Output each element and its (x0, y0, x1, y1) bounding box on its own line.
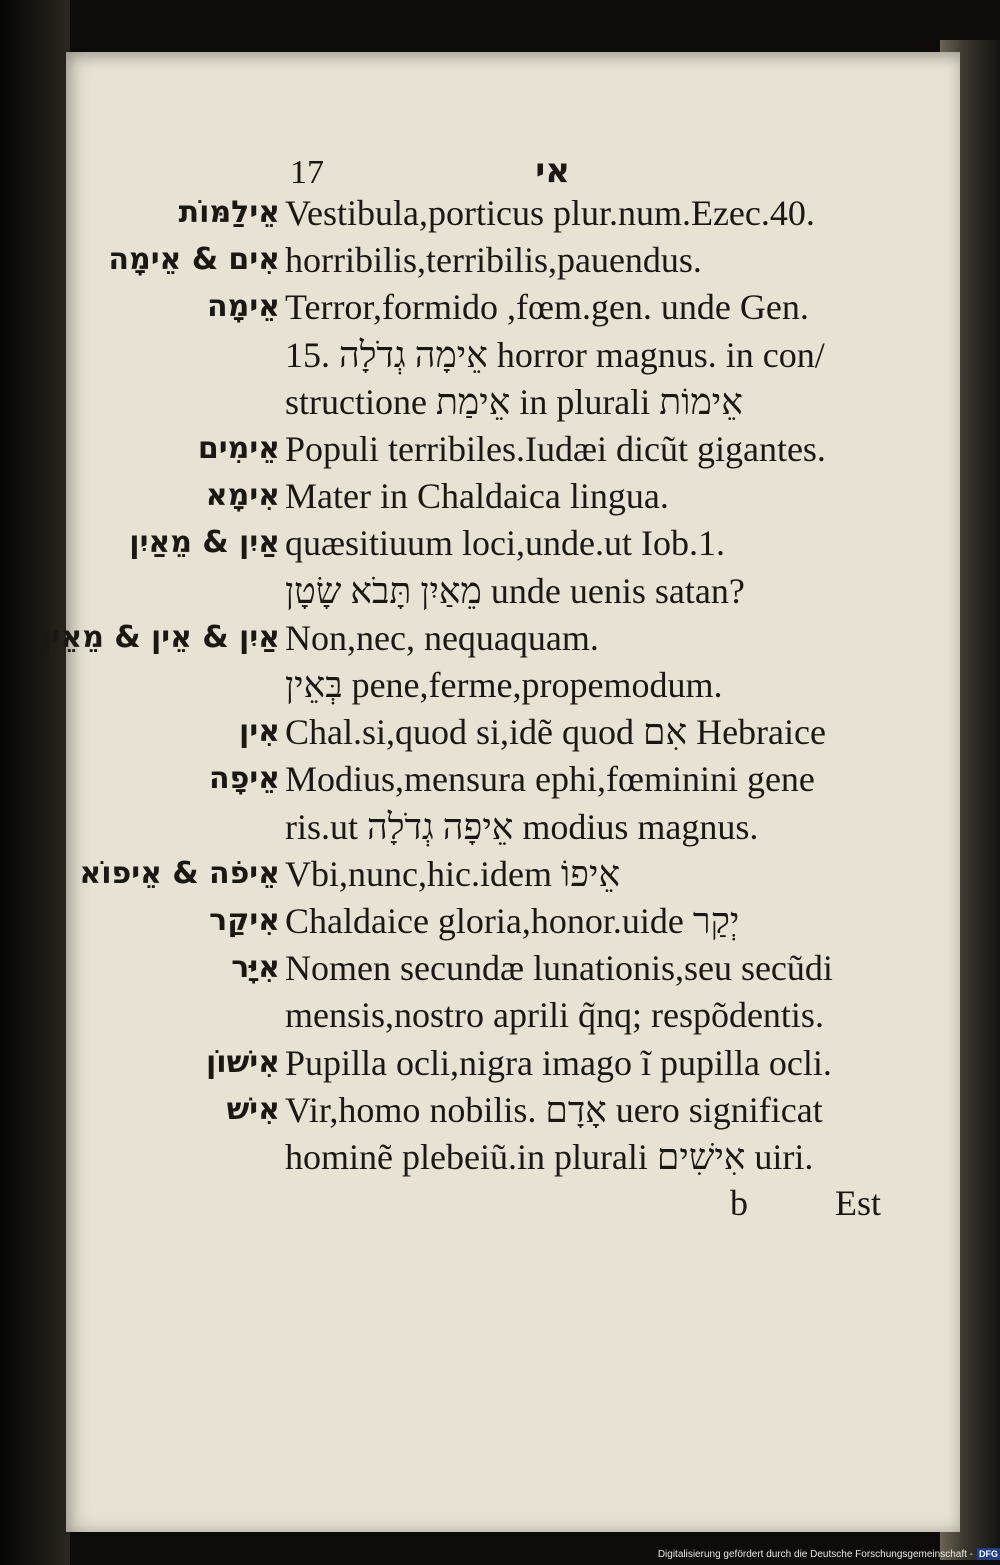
entry-headword: אִישׁ (226, 1092, 280, 1127)
folio-number: 17 (290, 154, 324, 191)
entry-text: Non,nec, nequaquam. (285, 618, 599, 658)
entry-text: Vestibula,porticus plur.num.Ezec.40. (285, 193, 815, 233)
catchword: Est (835, 1183, 882, 1223)
running-head-hebrew: אי (535, 151, 570, 191)
dfg-logo: DFG (979, 1549, 998, 1560)
entry-text: structione אֵימַת in plurali אֵימוֹת (285, 382, 743, 422)
entry-text: Pupilla ocli,nigra imago ĩ pupilla ocli. (285, 1043, 832, 1083)
entry-text: horribilis,terribilis,pauendus. (285, 240, 702, 280)
entry-text: Nomen secundæ lunationis,seu secũdi (285, 948, 833, 988)
entry-headword: אִים & אֵימָה (108, 242, 280, 277)
entry-text: Mater in Chaldaica lingua. (285, 476, 669, 516)
entry-headword: אִיקַר (209, 903, 280, 938)
entry-headword: אֵימָה (207, 289, 280, 324)
entry-text: ris.ut אֵיפָה גְדֹלָה modius magnus. (285, 807, 759, 847)
entry-headword: אִימָא (205, 478, 280, 513)
entry-text: בְּאֵין pene,ferme,propemodum. (285, 665, 723, 705)
entry-text: hominẽ plebeiũ.in plurali אִישִׁים uiri. (285, 1137, 814, 1177)
entry-text: Modius,mensura ephi,fœminini gene (285, 759, 815, 799)
entry-text: quæsitiuum loci,unde.ut Iob.1. (285, 523, 725, 563)
entry-text: Chal.si,quod si,idẽ quod אִם Hebraice (285, 712, 826, 752)
entry-headword: אִיָּר (231, 950, 280, 985)
entry-text: Vbi,nunc,hic.idem אֵיפוֹ (285, 854, 621, 894)
entry-text: mensis,nostro aprili q̃nq; respõdentis. (285, 995, 824, 1035)
entry-text: Chaldaice gloria,honor.uide יְקַר (285, 901, 740, 941)
signature-mark: b (730, 1183, 748, 1223)
entry-headword: אַיִן & מֵאַיִן (129, 525, 280, 560)
entry-text: Populi terribiles.Iudæi dicũt gigantes. (285, 429, 826, 469)
entry-headword: אֵימִים (197, 431, 280, 466)
entry-text: 15. אֵימָה גְדֹלָה horror magnus. in con/ (285, 335, 825, 375)
entry-headword: אֵיפָה (208, 761, 280, 796)
entry-text: מֵאַיִן תָּבֹא שָׂטָן unde uenis satan? (285, 571, 745, 611)
entry-headword: אֵילַמּוֹת (178, 195, 280, 230)
digitization-credit (596, 1545, 1000, 1565)
entry-headword: אֵיפֹה & אֵיפוֹא (79, 856, 280, 891)
left-book-edge (0, 0, 70, 1565)
entry-text: Terror,formido ,fœm.gen. unde Gen. (285, 287, 809, 327)
credit-text: Digitalisierung gefördert durch die Deutsche Forschungsgemeinschaft - (657, 1549, 973, 1560)
entry-headword: אִישׁוֹן (205, 1045, 280, 1080)
entry-text: Vir,homo nobilis. אָדָם uero significat (285, 1090, 823, 1130)
entry-headword: אִין (239, 714, 280, 749)
entry-headword: אַיִן & אֵין & מֵאֵין (41, 620, 280, 655)
